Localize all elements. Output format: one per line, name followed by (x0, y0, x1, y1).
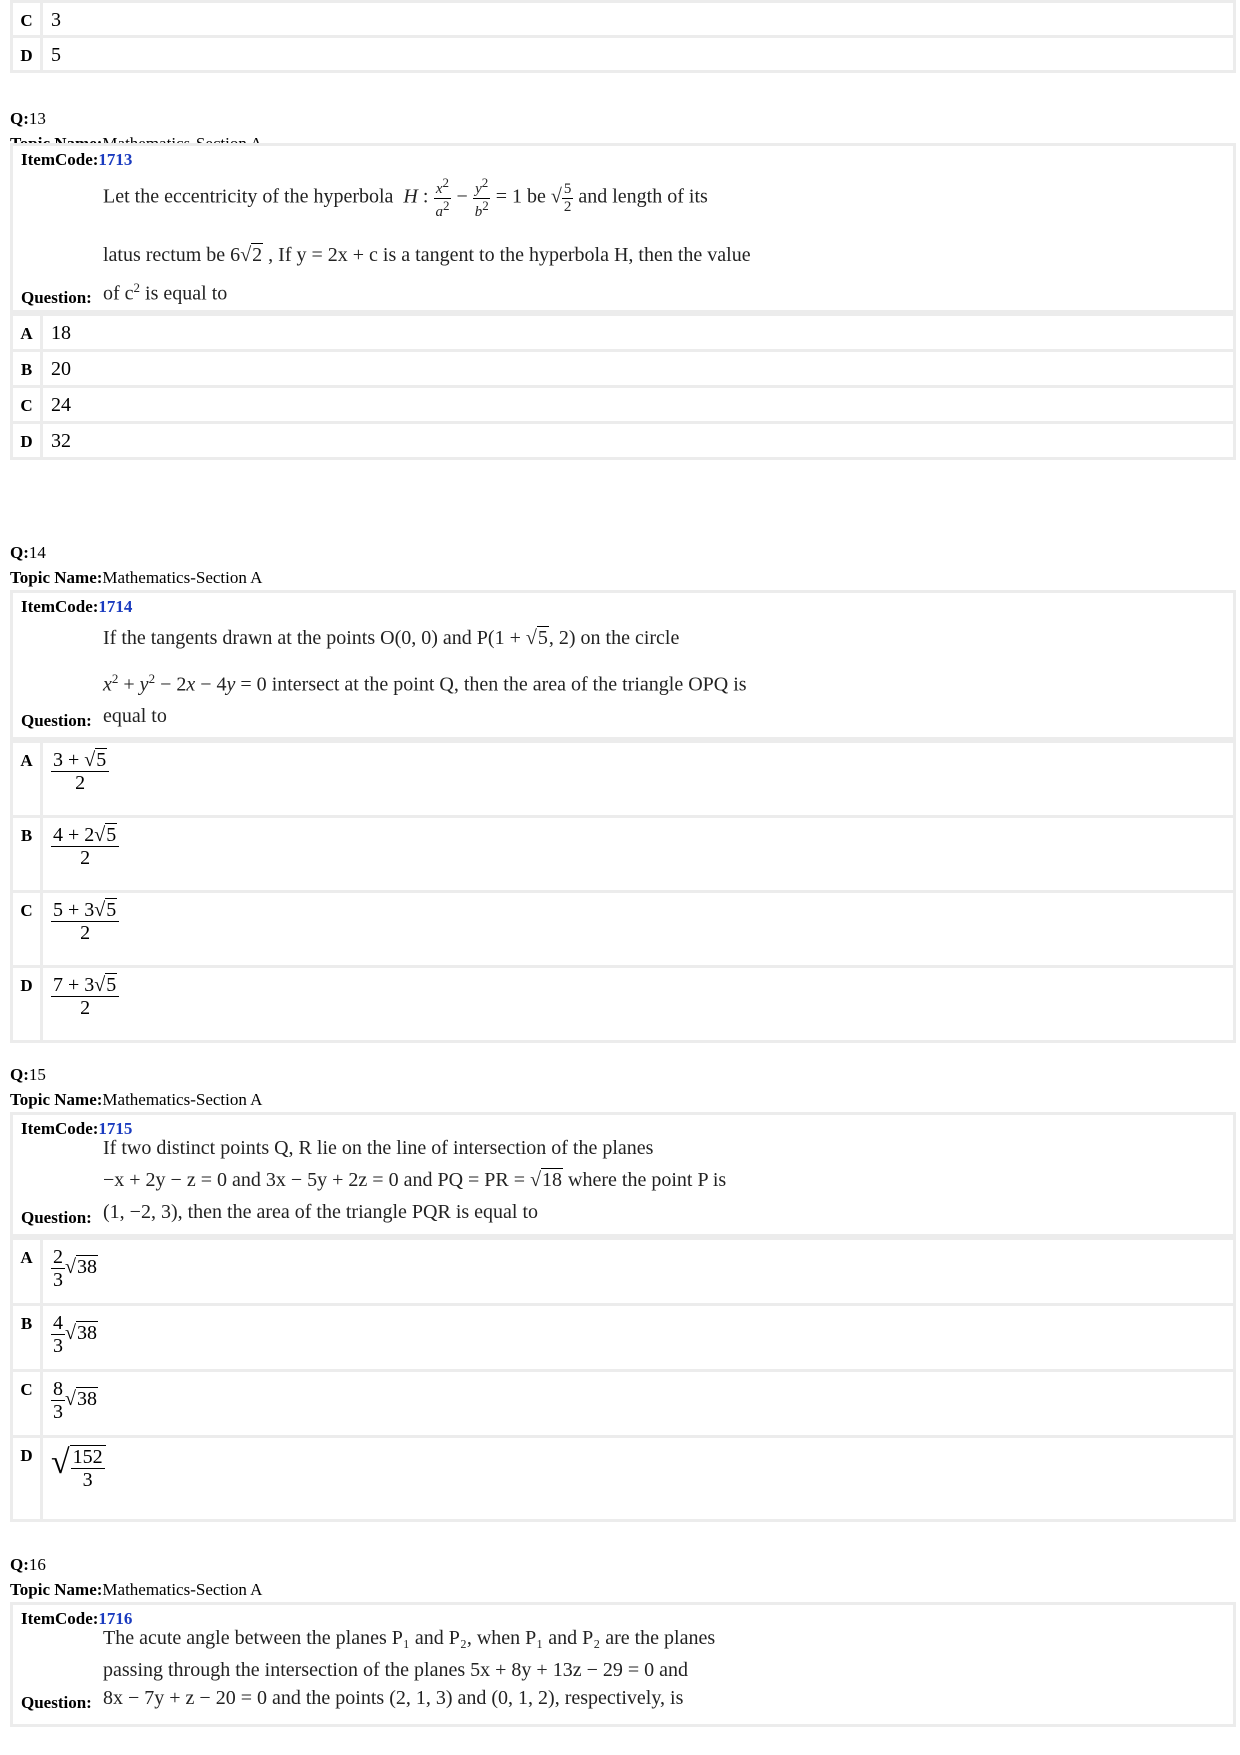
option-row[interactable] (13, 352, 1233, 385)
item-code: ItemCode:1713 (21, 150, 133, 169)
option-row[interactable] (13, 818, 1233, 890)
option-row[interactable] (13, 968, 1233, 1040)
item-code: ItemCode:1714 (21, 597, 133, 616)
question-line: If the tangents drawn at the points O(0, 0) and P(1 + √5, 2) on the circle (103, 627, 680, 649)
option-value: 20 (51, 358, 71, 380)
question-line: passing through the intersection of the planes 5x + 8y + 13z − 29 = 0 and (103, 1659, 689, 1681)
option-value: $\frac{4 + 2√5}{2}$ (43, 818, 127, 875)
option-value: 5 (51, 44, 61, 66)
option-letter: C (13, 893, 43, 965)
option-value: 32 (51, 430, 71, 452)
question-header: Q:15 Topic Name:Mathematics-Section A (10, 1065, 263, 1109)
question-header: Q:14 Topic Name:Mathematics-Section A (10, 543, 263, 587)
q15-options (10, 1237, 1236, 1522)
question-line: −x + 2y − z = 0 and 3x − 5y + 2z = 0 and PQ = PR = √18 where the point P is (103, 1169, 727, 1191)
question-stem (10, 1602, 1236, 1727)
option-letter: D (13, 1438, 43, 1519)
question-stem (10, 143, 1236, 313)
option-row[interactable] (13, 893, 1233, 965)
option-letter: D (13, 968, 43, 1040)
option-row[interactable] (13, 3, 1233, 35)
option-row[interactable] (13, 1306, 1233, 1369)
question-line: If two distinct points Q, R lie on the line of intersection of the planes (103, 1137, 654, 1159)
option-row[interactable] (13, 1438, 1233, 1519)
question-header: Q:13 (10, 109, 46, 128)
option-letter: C (13, 388, 43, 421)
option-row[interactable] (13, 388, 1233, 421)
option-letter: B (13, 1306, 43, 1369)
option-value: 18 (51, 322, 71, 344)
question-label: Question: (21, 288, 92, 307)
option-row[interactable] (13, 1372, 1233, 1435)
question-label: Question: (21, 1693, 92, 1712)
q13-options (10, 313, 1236, 460)
question-line: The acute angle between the planes P₁ and P₂, when P₁ and P₂ are the planes (103, 1627, 716, 1649)
question-line: 8x − 7y + z − 20 = 0 and the points (2, 1, 3) and (0, 1, 2), respectively, is (103, 1687, 684, 1709)
option-letter: B (13, 352, 43, 385)
option-letter: D (13, 424, 43, 457)
option-letter: C (13, 1372, 43, 1435)
option-value: 24 (51, 394, 71, 416)
q14-options (10, 740, 1236, 1043)
item-code: ItemCode:1716 (21, 1609, 133, 1628)
question-stem (10, 590, 1236, 740)
question-stem (10, 1112, 1236, 1237)
option-value: $\frac{5 + 3√5}{2}$ (43, 893, 127, 950)
question-label: Question: (21, 711, 92, 730)
question-line: Let the eccentricity of the hyperbola H : $\frac{x^2}{a^2}$ − $\frac{y^2}{b^2}$ = 1 be √ $\frac{5}{2}$ and length of its (103, 175, 708, 220)
option-letter: A (13, 743, 43, 815)
question-line: of $c^2$ is equal to (103, 280, 228, 305)
question-label: Question: (21, 1208, 92, 1227)
option-row[interactable] (13, 316, 1233, 349)
option-value: 3 (51, 9, 61, 31)
option-letter: B (13, 818, 43, 890)
q12-options-tail (10, 0, 1236, 73)
option-value: $\frac{3 + √5}{2}$ (43, 743, 117, 800)
option-value: $\frac{7 + 3√5}{2}$ (43, 968, 127, 1025)
option-row[interactable] (13, 1240, 1233, 1303)
item-code: ItemCode:1715 (21, 1119, 133, 1138)
question-header: Q:16 Topic Name:Mathematics-Section A (10, 1555, 263, 1599)
option-letter: A (13, 1240, 43, 1303)
option-value: $\frac{2}{3}$ √38 (53, 1246, 97, 1291)
option-value: $\frac{8}{3}$ √38 (53, 1378, 97, 1423)
question-line: equal to (103, 705, 167, 727)
option-letter: D (13, 38, 43, 70)
option-value: √ $\frac{152}{3}$ (43, 1438, 114, 1497)
option-row[interactable] (13, 743, 1233, 815)
question-line: $x^2 + y^2 - 2x - 4y = 0$ intersect at the point Q, then the area of the triangle OPQ is (103, 671, 747, 696)
option-letter: A (13, 316, 43, 349)
question-line: latus rectum be 6√2 , If y = 2x + c is a tangent to the hyperbola H, then the value (103, 244, 751, 266)
option-row[interactable] (13, 424, 1233, 457)
question-line: (1, −2, 3), then the area of the triangle PQR is equal to (103, 1201, 539, 1223)
option-letter: C (13, 3, 43, 35)
option-row[interactable] (13, 38, 1233, 70)
option-value: $\frac{4}{3}$ √38 (53, 1312, 97, 1357)
